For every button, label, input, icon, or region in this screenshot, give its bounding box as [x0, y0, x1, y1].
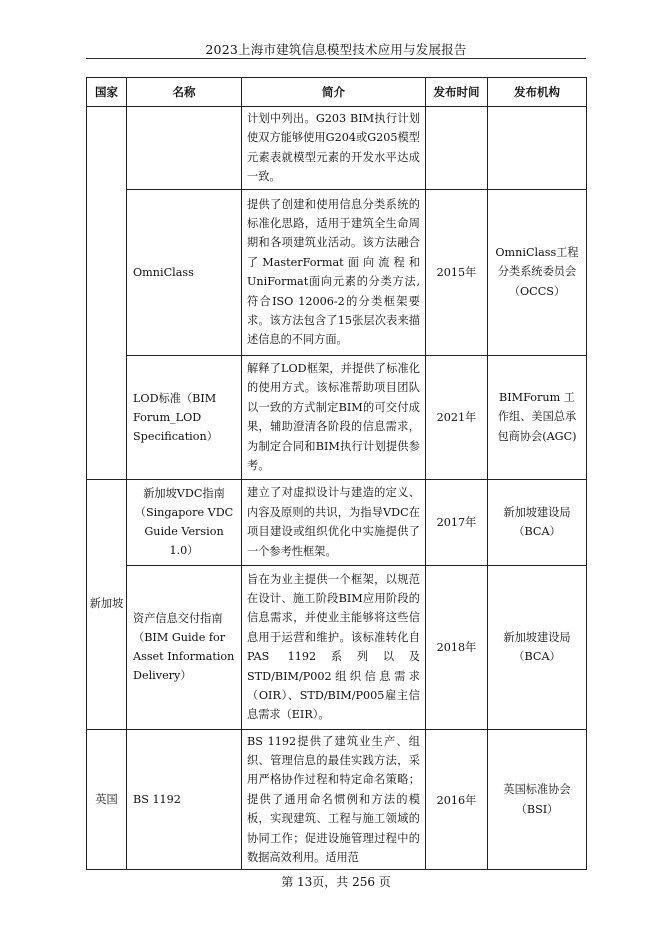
desc-cell: 旨在为业主提供一个框架，以规范在设计、施工阶段BIM应用阶段的信息需求，并使业主能够将这些信息用于运营和维护。该标准转化自PAS 1192系列以及STD/BIM/P002组织信息需求（OIR）、STD/BIM/P005雇主信息需求（EIR）。 [242, 565, 426, 729]
table-header-row [87, 78, 587, 107]
desc-cell: 建立了对虚拟设计与建造的定义、内容及原则的共识，为指导VDC在项目建设或组织优化中实施提供了一个参考性框架。 [242, 479, 426, 565]
name-cell: BS 1192 [127, 729, 242, 870]
col-header-time: 发布时间 [426, 78, 488, 107]
country-cell: 新加坡 [87, 479, 127, 729]
time-cell: 2015年 [426, 189, 488, 355]
table-row [87, 479, 587, 565]
org-cell [488, 107, 587, 190]
org-cell: BIMForum 工作组、美国总承包商协会(AGC) [488, 355, 587, 479]
time-cell: 2017年 [426, 479, 488, 565]
country-cell: 英国 [87, 729, 127, 870]
time-cell [426, 107, 488, 190]
name-cell: 资产信息交付指南（BIM Guide for Asset Information Delivery） [127, 565, 242, 729]
page-footer: 第 13页，共 256 页 [281, 875, 391, 889]
table-row [87, 355, 587, 479]
name-cell: 新加坡VDC指南（Singapore VDC Guide Version 1.0） [127, 479, 242, 565]
col-header-name: 名称 [127, 78, 242, 107]
time-cell: 2018年 [426, 565, 488, 729]
desc-cell: BS 1192提供了建筑业生产、组织、管理信息的最佳实践方法，采用严格协作过程和特定命名策略；提供了通用命名惯例和方法的模板，实现建筑、工程与施工领域的协同工作；促进设施管理过程中的数据高效利用。适用范 [242, 729, 426, 870]
table-row [87, 729, 587, 870]
table-row [87, 189, 587, 355]
header-rule [86, 58, 586, 59]
desc-cell: 计划中列出。G203 BIM执行计划使双方能够使用G204或G205模型元素表就模型元素的开发水平达成一致。 [242, 107, 426, 190]
table-row [87, 565, 587, 729]
desc-cell: 提供了创建和使用信息分类系统的标准化思路，适用于建筑全生命周期和各项建筑业活动。该方法融合了MasterFormat面向流程和UniFormat面向元素的分类方法,符合ISO 12006-2的分类框架要求。该方法包含了15张层次表来描述信息的不同方面。 [242, 189, 426, 355]
name-cell: LOD标准（BIM Forum_LOD Specification） [127, 355, 242, 479]
name-cell: OmniClass [127, 189, 242, 355]
country-cell [87, 107, 127, 480]
col-header-desc: 简介 [242, 78, 426, 107]
desc-cell: 解释了LOD框架，并提供了标准化的使用方式。该标准帮助项目团队以一致的方式制定BIM的可交付成果，辅助澄清各阶段的信息需求，为制定合同和BIM执行计划提供参考。 [242, 355, 426, 479]
time-cell: 2021年 [426, 355, 488, 479]
org-cell: 英国标准协会（BSI） [488, 729, 587, 870]
table-row [87, 107, 587, 190]
page-header: 2023上海市建筑信息模型技术应用与发展报告 [205, 42, 467, 57]
org-cell: OmniClass工程分类系统委员会（OCCS） [488, 189, 587, 355]
org-cell: 新加坡建设局（BCA） [488, 479, 587, 565]
name-cell [127, 107, 242, 190]
col-header-org: 发布机构 [488, 78, 587, 107]
col-header-country: 国家 [87, 78, 127, 107]
standards-table [86, 77, 587, 870]
org-cell: 新加坡建设局（BCA） [488, 565, 587, 729]
time-cell: 2016年 [426, 729, 488, 870]
